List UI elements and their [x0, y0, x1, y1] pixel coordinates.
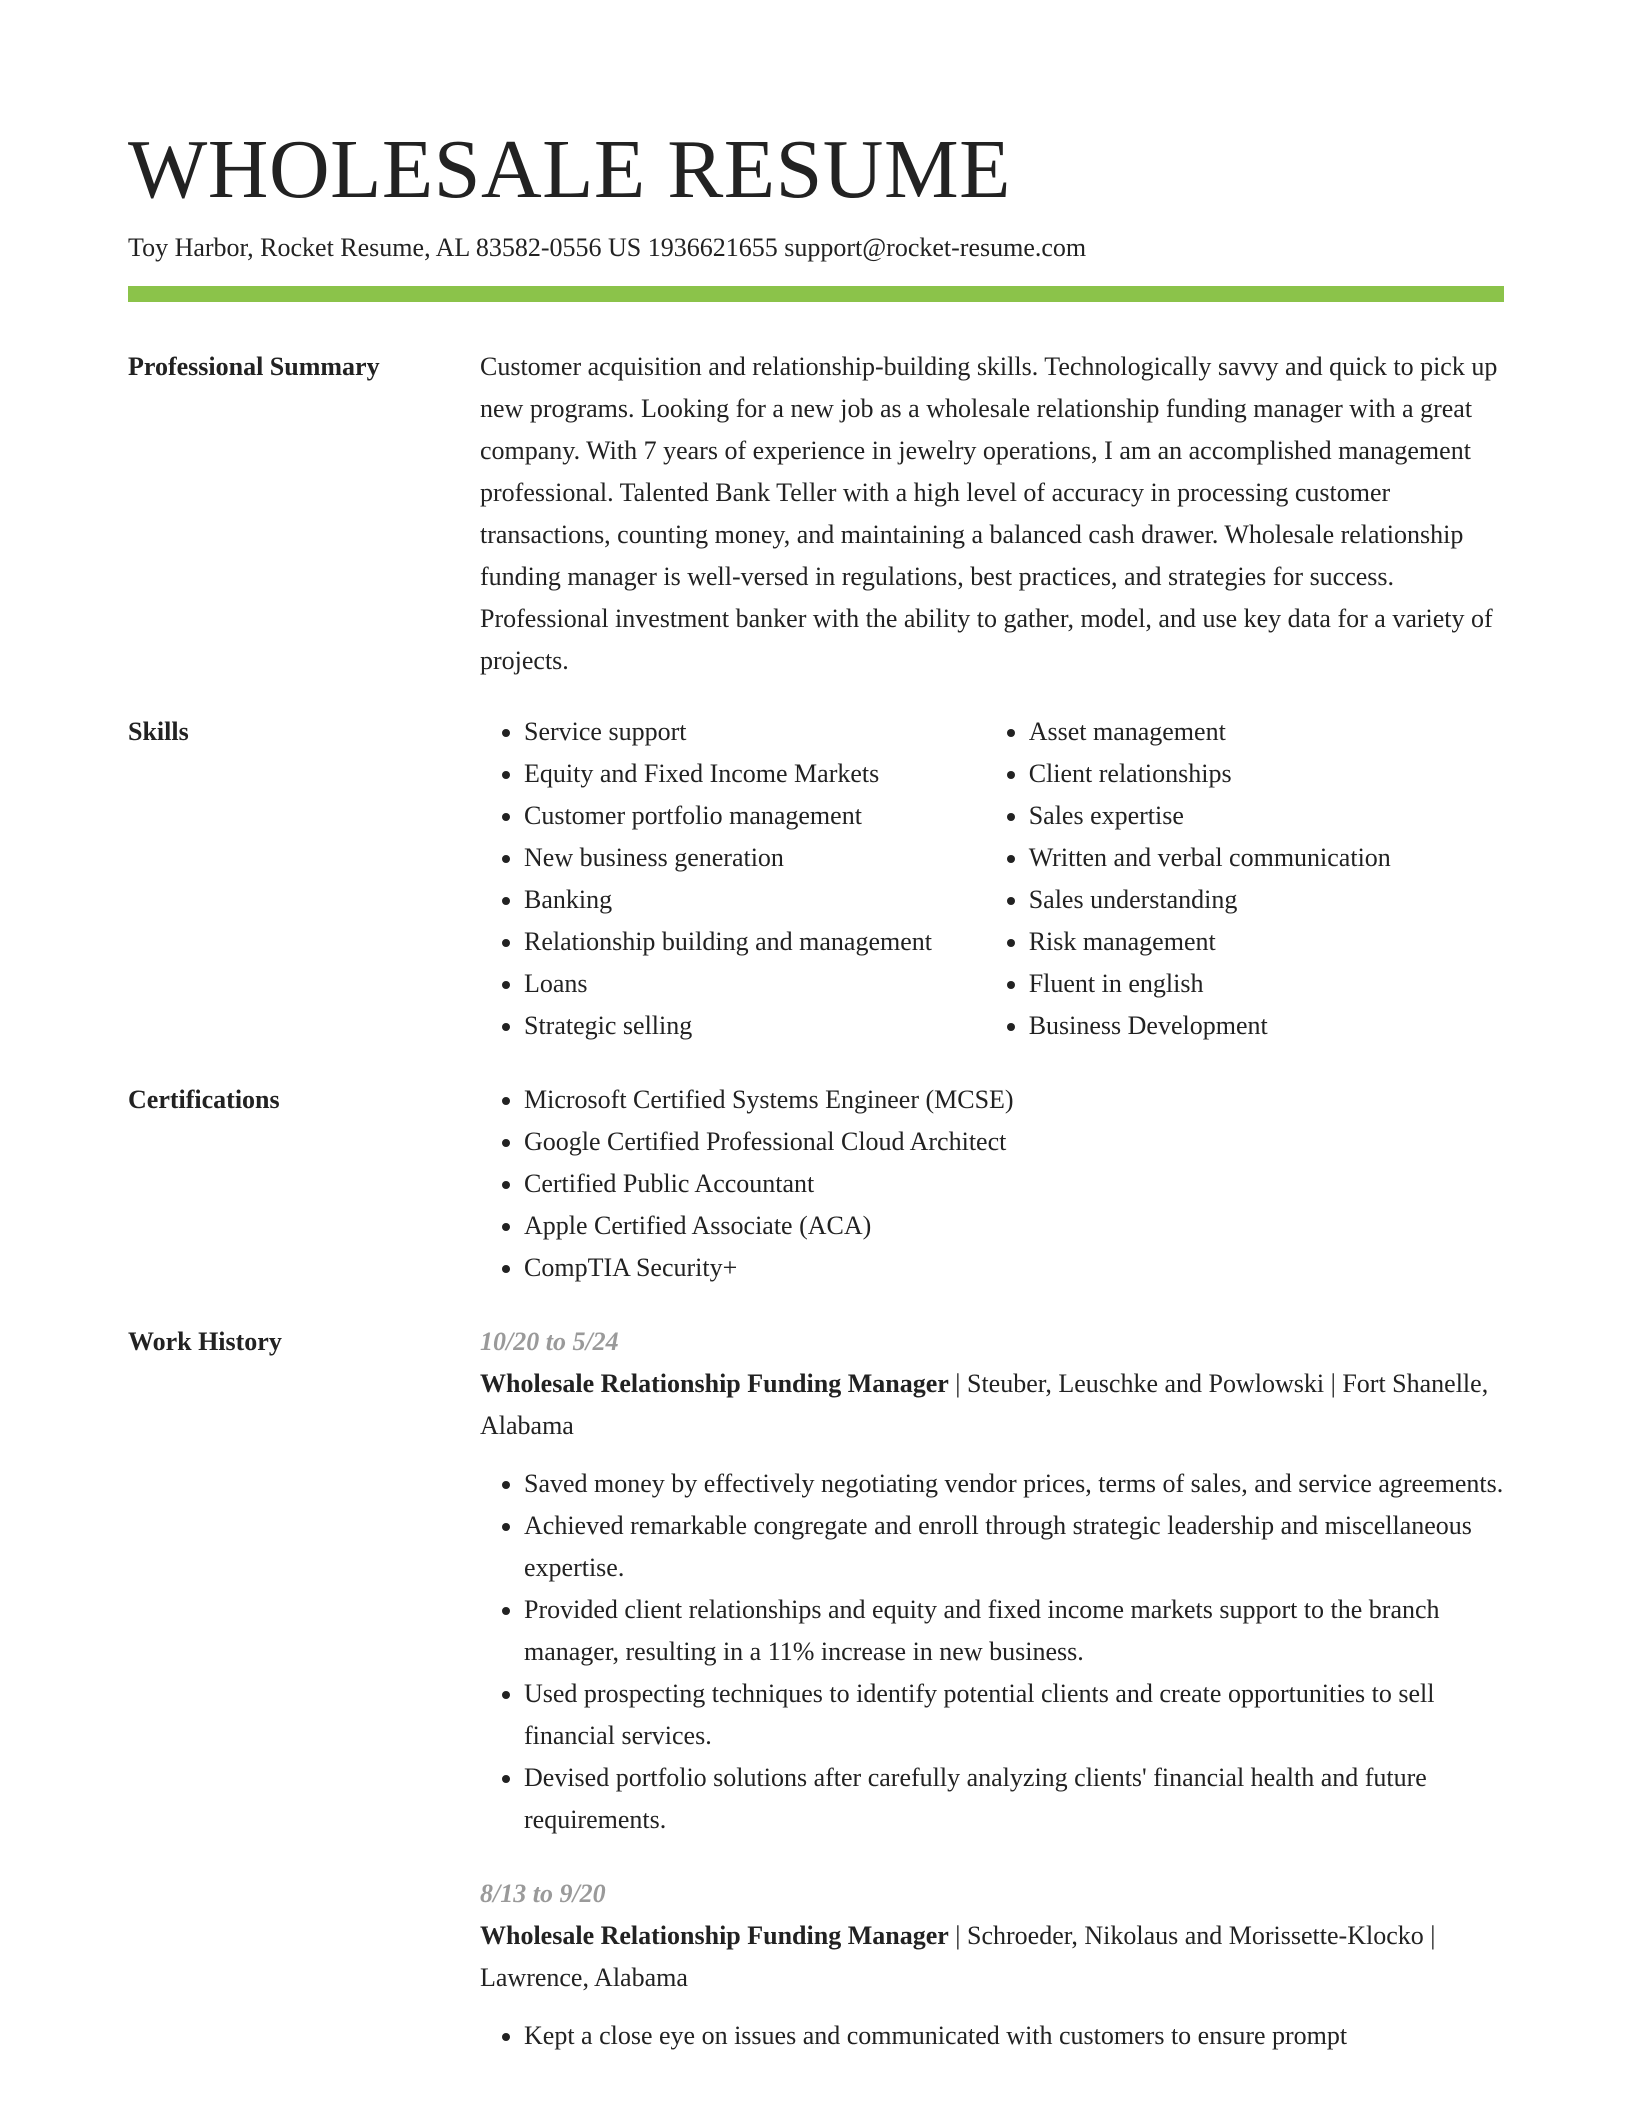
skill-item: • New business generation [524, 837, 985, 879]
skill-item: • Banking [524, 879, 985, 921]
certification-item: • Apple Certified Associate (ACA) [524, 1205, 1504, 1247]
skill-item: • Client relationships [1029, 753, 1504, 795]
skill-item: • Sales expertise [1029, 795, 1504, 837]
job-details: Schroeder, Nikolaus and Morissette-Klocko | Lawrence, Alabama [480, 1921, 1436, 1992]
skills-heading: Skills [128, 717, 189, 746]
work-history-heading: Work History [128, 1327, 282, 1356]
certifications-heading: Certifications [128, 1085, 280, 1114]
skill-item: • Asset management [1029, 711, 1504, 753]
accent-divider [128, 286, 1504, 302]
certification-item: • Google Certified Professional Cloud Architect [524, 1121, 1504, 1163]
certification-item: • Certified Public Accountant [524, 1163, 1504, 1205]
job-bullets [480, 2015, 1504, 2057]
skills-column-1 [480, 711, 985, 1047]
skill-item: • Sales understanding [1029, 879, 1504, 921]
job-heading: Wholesale Relationship Funding Manager | Schroeder, Nikolaus and Morissette-Klocko | Lawrence, Alabama [480, 1921, 1436, 1992]
certifications-body [480, 1079, 1504, 1289]
job-details: Steuber, Leuschke and Powlowski | Fort Shanelle, Alabama [480, 1369, 1489, 1440]
job-title: Wholesale Relationship Funding Manager [480, 1369, 949, 1398]
certification-item: • CompTIA Security+ [524, 1247, 1504, 1289]
skill-item: • Equity and Fixed Income Markets [524, 753, 985, 795]
job-dates: 8/13 to 9/20 [480, 1879, 606, 1908]
contact-address: Toy Harbor, Rocket Resume, AL 83582-0556 US [128, 233, 642, 262]
certifications-list [480, 1079, 1504, 1289]
contact-line [128, 230, 1086, 266]
job-bullets [480, 1463, 1504, 1841]
job-bullet: • Devised portfolio solutions after carefully analyzing clients' financial health and future requirements. [524, 1757, 1504, 1841]
work-history-body [480, 1321, 1504, 2089]
job-dates: 10/20 to 5/24 [480, 1327, 619, 1356]
summary-body [480, 346, 1504, 682]
job-entry [480, 1321, 1504, 1841]
job-bullet: • Provided client relationships and equity and fixed income markets support to the branch manager, resulting in a 11% increase in new business. [524, 1589, 1504, 1673]
skill-item: • Relationship building and management [524, 921, 985, 963]
job-title: Wholesale Relationship Funding Manager [480, 1921, 949, 1950]
contact-email: support@rocket-resume.com [784, 233, 1087, 262]
skill-item: • Strategic selling [524, 1005, 985, 1047]
job-bullet: • Saved money by effectively negotiating vendor prices, terms of sales, and service agreements. [524, 1463, 1504, 1505]
summary-heading: Professional Summary [128, 352, 380, 381]
skills-body [480, 711, 1504, 1047]
skill-item: • Written and verbal communication [1029, 837, 1504, 879]
job-heading: Wholesale Relationship Funding Manager | Steuber, Leuschke and Powlowski | Fort Shanelle, Alabama [480, 1369, 1489, 1440]
skill-item: • Service support [524, 711, 985, 753]
skill-item: • Risk management [1029, 921, 1504, 963]
job-bullet: • Used prospecting techniques to identify potential clients and create opportunities to sell financial services. [524, 1673, 1504, 1757]
job-bullet: • Kept a close eye on issues and communicated with customers to ensure prompt [524, 2015, 1504, 2057]
skill-item: • Customer portfolio management [524, 795, 985, 837]
resume-title: WHOLESALE RESUME [128, 123, 1011, 216]
skill-item: • Business Development [1029, 1005, 1504, 1047]
skill-item: • Loans [524, 963, 985, 1005]
certification-item: • Microsoft Certified Systems Engineer (MCSE) [524, 1079, 1504, 1121]
skills-column-2 [985, 711, 1504, 1047]
skill-item: • Fluent in english [1029, 963, 1504, 1005]
summary-text: Customer acquisition and relationship-building skills. Technologically savvy and quick to pick up new programs. Looking for a new job as a wholesale relationship funding manager with a great company. With 7 years of experience in jewelry operations, I am an accomplished management professional. Talented Bank Teller with a high level of accuracy in processing customer transactions, counting money, and maintaining a balanced cash drawer. Wholesale relationship funding manager is well-versed in regulations, best practices, and strategies for success. Professional investment banker with the ability to gather, model, and use key data for a variety of projects. [480, 352, 1498, 675]
job-entry [480, 1873, 1504, 2057]
contact-phone: 1936621655 [647, 233, 778, 262]
job-bullet: • Achieved remarkable congregate and enroll through strategic leadership and miscellaneous expertise. [524, 1505, 1504, 1589]
